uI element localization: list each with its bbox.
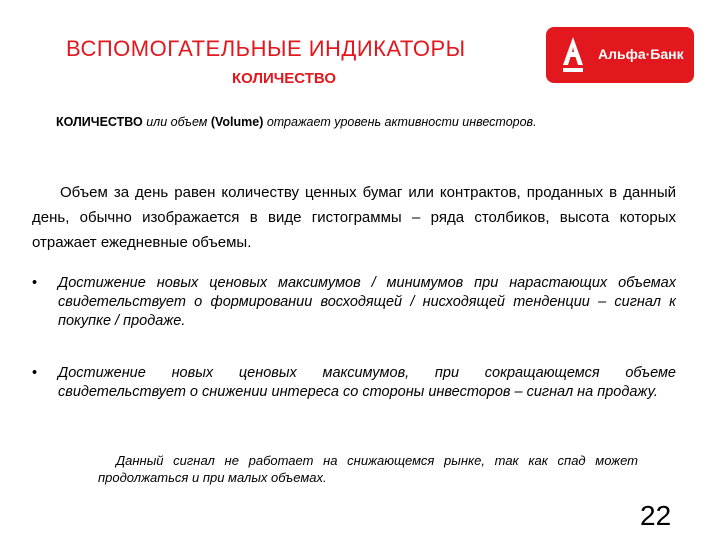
signal-text: Достижение новых ценовых максимумов / минимумов при нарастающих объемах свидетельствует о формировании восходящей / нисходящей тенденции – сигнал к покупке / продаже. xyxy=(58,275,676,329)
intro-term: КОЛИЧЕСТВО xyxy=(56,115,143,129)
slide-title: ВСПОМОГАТЕЛЬНЫЕ ИНДИКАТОРЫ xyxy=(66,36,466,61)
alfa-bank-logo xyxy=(546,27,694,83)
intro-term-en: (Volume) xyxy=(210,115,264,129)
page-number: 22 xyxy=(640,500,672,531)
volume-paragraph: Объем за день равен количеству ценных бумаг или контрактов, проданных в данный день, обычно изображается в виде гистограммы – ряда столбиков, высота которых отражает ежедневные объемы. xyxy=(32,184,676,251)
signal-item-rising-volume xyxy=(32,274,676,331)
signal-list xyxy=(32,274,676,402)
alfa-bank-logo-icon xyxy=(558,35,588,75)
logo-text: Альфа·Банк xyxy=(598,46,684,62)
signal-text: Достижение новых ценовых максимумов, при сокращающемся объеме свидетельствует о снижении интереса со стороны инвесторов – сигнал на продажу. xyxy=(58,365,676,400)
note-paragraph: Данный сигнал не работает на снижающемся рынке, так как спад может продолжаться и при малых объемах. xyxy=(98,453,638,485)
intro-rest: отражает уровень активности инвесторов. xyxy=(263,115,537,129)
bullet-marker: • xyxy=(32,275,38,291)
intro-connector: или объем xyxy=(142,115,211,129)
slide-subtitle: КОЛИЧЕСТВО xyxy=(232,70,337,87)
signal-item-falling-volume xyxy=(32,364,676,402)
bullet-marker: • xyxy=(32,365,38,381)
intro-line xyxy=(56,115,676,129)
